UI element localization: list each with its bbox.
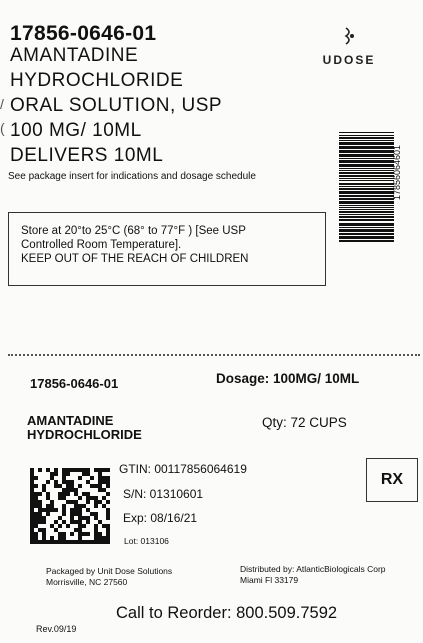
storage-warning: KEEP OUT OF THE REACH OF CHILDREN — [21, 253, 249, 265]
tag-drug-line-1: AMANTADINE — [27, 413, 114, 428]
udose-logo-icon — [314, 26, 384, 49]
udose-logo-text: UDOSE — [322, 53, 376, 67]
rx-box — [366, 458, 418, 502]
tag-drug-line-2: HYDROCHLORIDE — [27, 427, 142, 442]
perforation-line — [8, 354, 420, 356]
tag-quantity: Qty: 72 CUPS — [262, 415, 347, 430]
package-insert-note: See package insert for indications and dosage schedule — [8, 171, 256, 182]
label-ndc: 17856-0646-01 — [10, 22, 157, 45]
drug-strength-line: 100 MG/ 10ML — [10, 120, 142, 141]
storage-box — [8, 212, 326, 286]
tag-dosage: Dosage: 100MG/ 10ML — [216, 371, 360, 386]
packaged-by — [46, 566, 172, 588]
revision: Rev.09/19 — [36, 624, 77, 634]
reorder-phone: Call to Reorder: 800.509.7592 — [116, 604, 338, 622]
distributed-by-line-2: Miami Fl 33179 — [240, 575, 299, 585]
datamatrix-code — [30, 468, 110, 544]
rx-label: RX — [380, 471, 404, 488]
tag-ndc: 17856-0646-01 — [30, 376, 119, 391]
distributed-by-line-1: Distributed by: AtlanticBiologicals Corp — [240, 564, 386, 574]
distributed-by — [240, 564, 386, 586]
udose-logo — [314, 26, 384, 67]
drug-name-line-2: HYDROCHLORIDE — [10, 70, 184, 91]
drug-name-line-1: AMANTADINE — [10, 45, 139, 66]
tag-expiration: Exp: 08/16/21 — [123, 511, 198, 525]
drug-delivers-line: DELIVERS 10ML — [10, 145, 164, 166]
packaged-by-line-1: Packaged by Unit Dose Solutions — [46, 566, 173, 576]
tag-lot: Lot: 013106 — [124, 536, 169, 546]
tag-gtin: GTIN: 00117856064619 — [119, 462, 247, 476]
storage-line-1: Store at 20°to 25°C (68° to 77°F ) [See USP — [21, 225, 246, 237]
linear-barcode — [339, 132, 394, 242]
packaged-by-line-2: Morrisville, NC 27560 — [46, 577, 128, 587]
handwritten-mark: ( — [0, 120, 5, 136]
drug-form-line: ORAL SOLUTION, USP — [10, 95, 223, 116]
tag-serial-number: S/N: 01310601 — [123, 487, 204, 501]
storage-line-2: Controlled Room Temperature]. — [21, 239, 182, 251]
handwritten-mark: / — [0, 96, 4, 112]
barcode-number: 17856064601 — [392, 144, 402, 200]
